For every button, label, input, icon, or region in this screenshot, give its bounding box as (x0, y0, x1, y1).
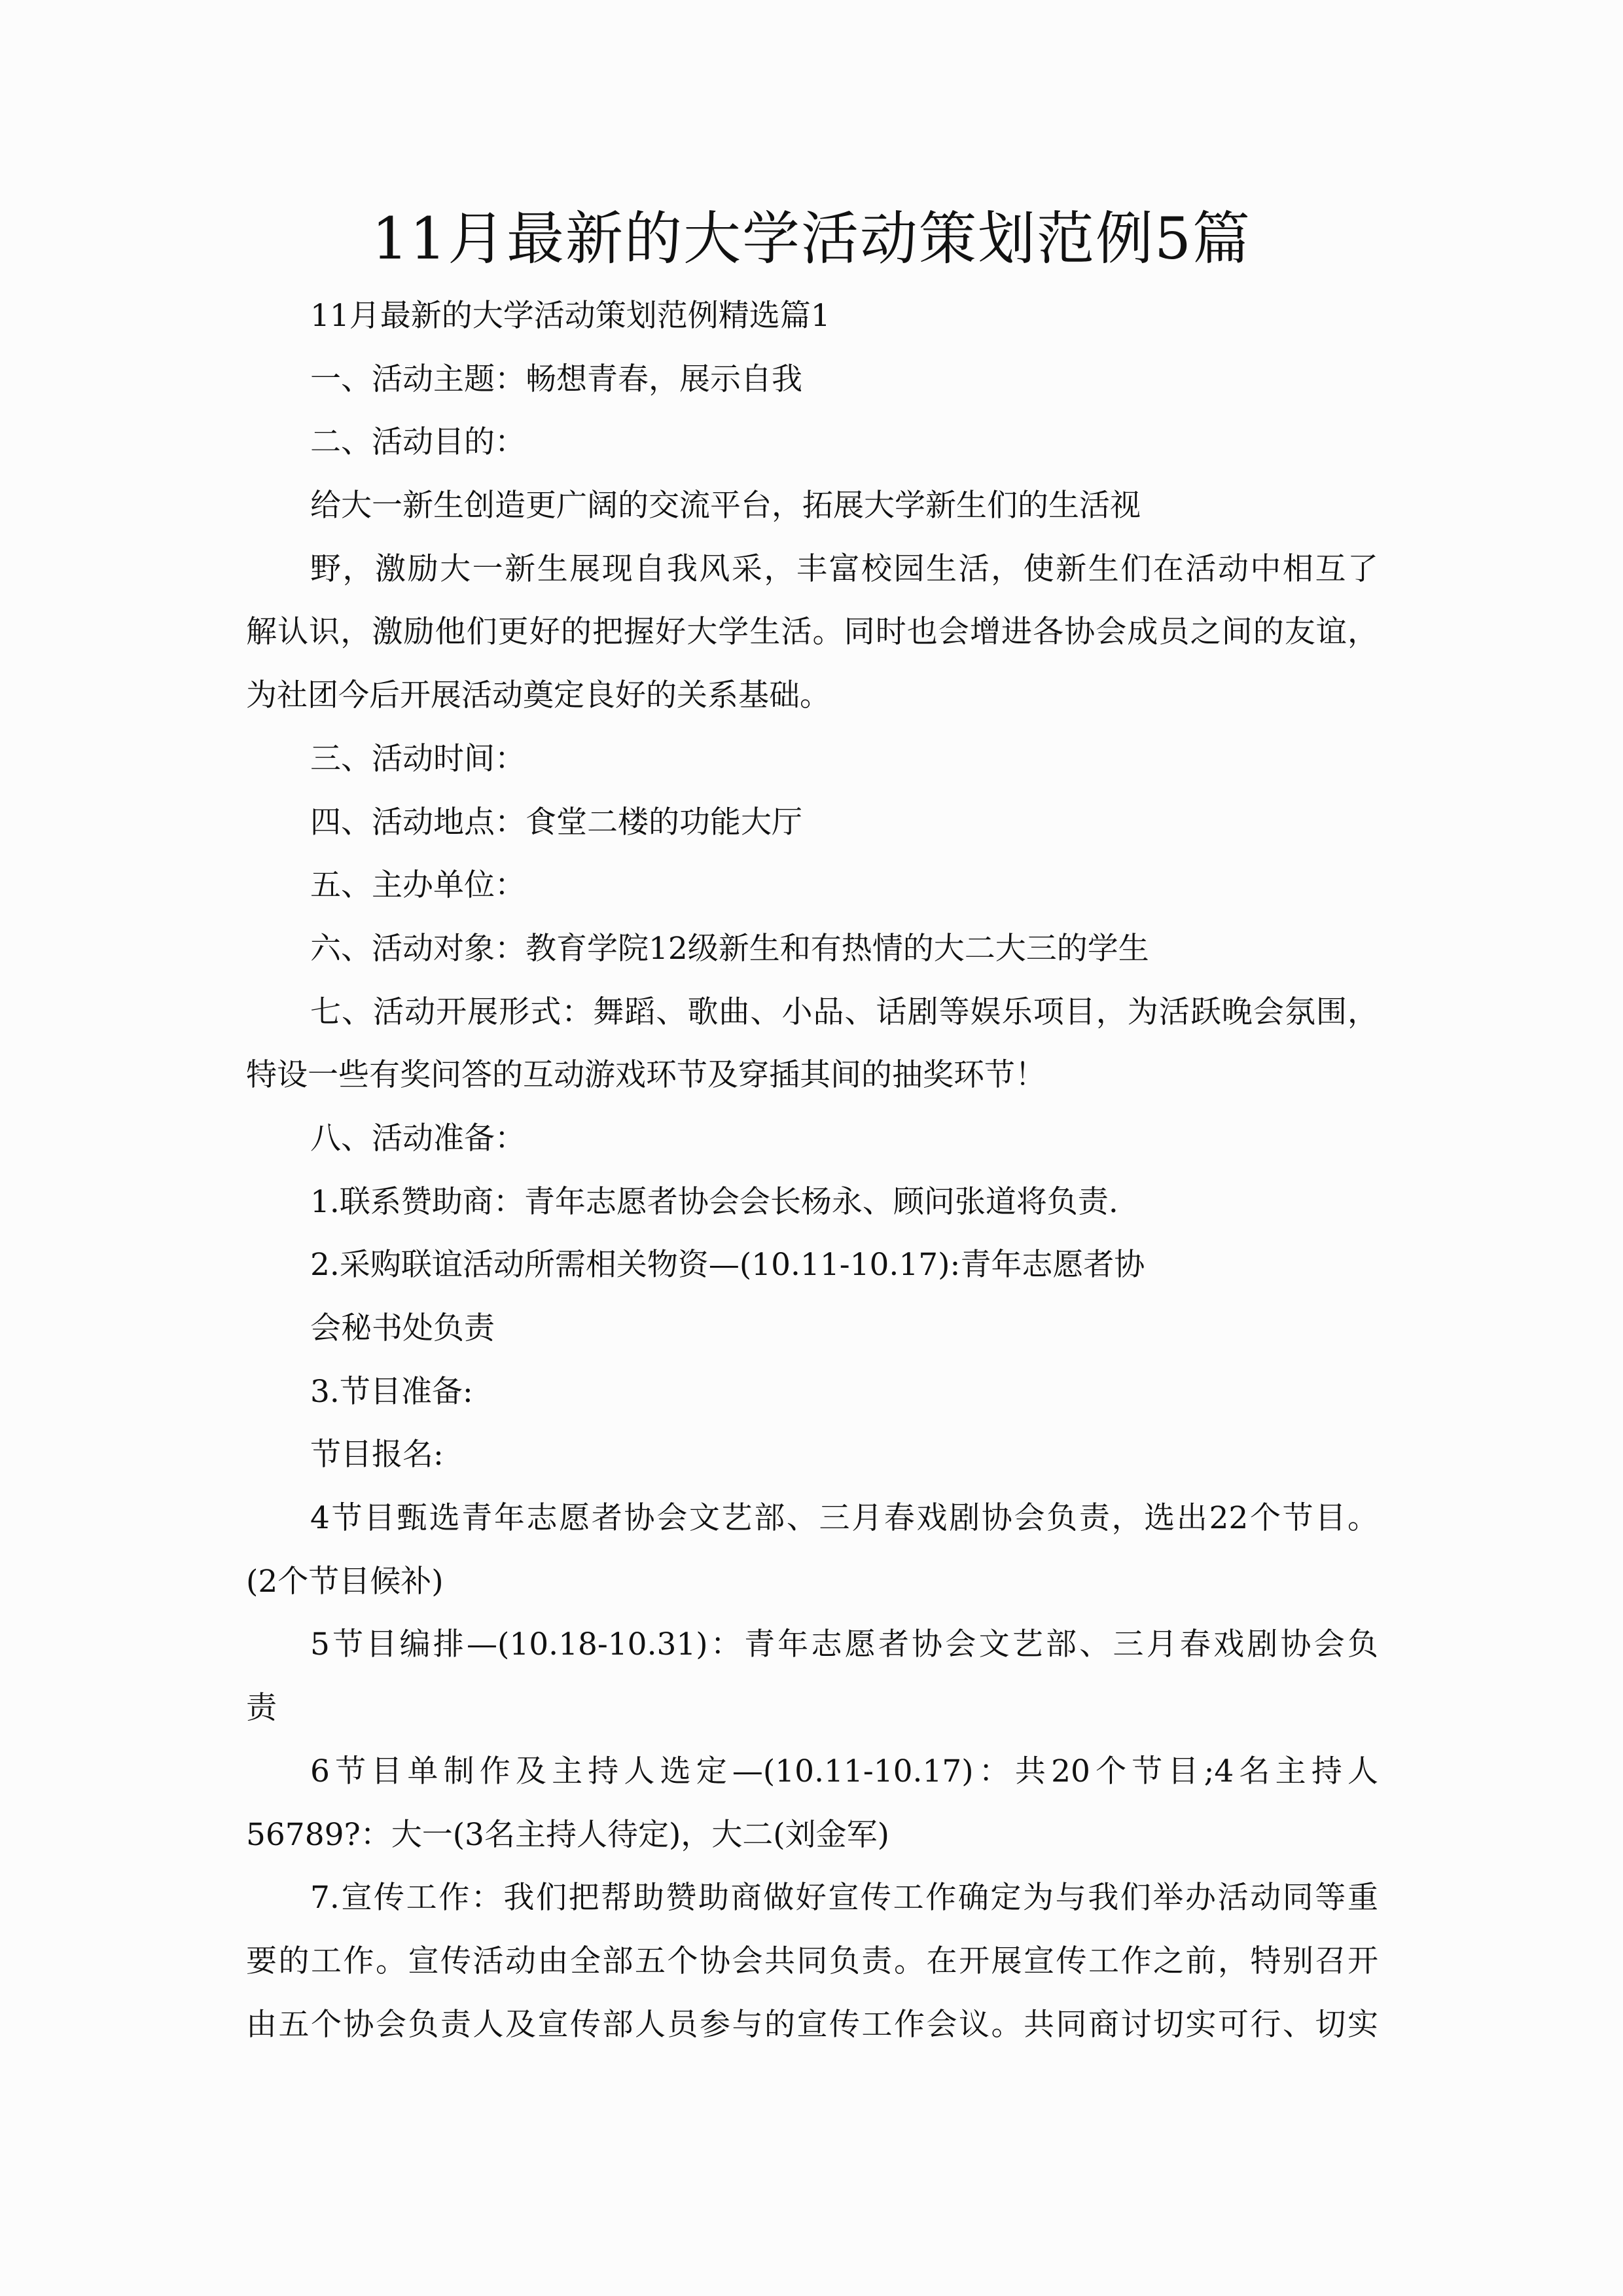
prep-step-purchase: 2.采购联谊活动所需相关物资—(10.11-10.17):青年志愿者协 (310, 1247, 1145, 1283)
item-activity-audience: 六、活动对象：教育学院12级新生和有热情的大二大三的学生 (310, 930, 1149, 967)
paragraph-line: 给大一新生创造更广阔的交流平台，拓展大学新生们的生活视 (310, 488, 1141, 524)
prep-step-arrangement: 5节目编排—(10.18-10.31)：青年志愿者协会文艺部、三月春戏剧协会负 (310, 1626, 1378, 1663)
paragraph-line: (2个节目候补) (246, 1563, 444, 1600)
program-signup: 节目报名: (310, 1437, 444, 1473)
prep-step-host-selection: 6节目单制作及主持人选定—(10.11-10.17)：共20个节目;4名主持人 (310, 1753, 1378, 1789)
item-activity-preparation: 八、活动准备： (310, 1120, 526, 1157)
paragraph-line: 为社团今后开展活动奠定良好的关系基础。 (246, 677, 830, 714)
document-title: 11月最新的大学活动策划范例5篇 (372, 205, 1251, 272)
document-body (246, 285, 1378, 2056)
prep-step-selection: 4节目甄选青年志愿者协会文艺部、三月春戏剧协会负责，选出22个节目。 (310, 1500, 1378, 1537)
section-heading-article-1: 11月最新的大学活动策划范例精选篇1 (310, 298, 830, 334)
prep-step-program: 3.节目准备: (310, 1373, 473, 1410)
paragraph-line: 解认识，激励他们更好的把握好大学生活。同时也会增进各协会成员之间的友谊， (246, 614, 1378, 651)
paragraph-line: 要的工作。宣传活动由全部五个协会共同负责。在开展宣传工作之前，特别召开 (246, 1943, 1378, 1979)
paragraph-line: 由五个协会负责人及宣传部人员参与的宣传工作会议。共同商讨切实可行、切实 (246, 2006, 1378, 2043)
item-activity-location: 四、活动地点：食堂二楼的功能大厅 (310, 804, 802, 840)
prep-step-sponsor: 1.联系赞助商：青年志愿者协会会长杨永、顾问张道将负责. (310, 1183, 1118, 1220)
paragraph-line: 56789?：大一(3名主持人待定)，大二(刘金军) (246, 1816, 889, 1853)
prep-step-publicity: 7.宣传工作：我们把帮助赞助商做好宣传工作确定为与我们举办活动同等重 (310, 1880, 1378, 1916)
item-activity-purpose: 二、活动目的： (310, 424, 526, 461)
item-activity-time: 三、活动时间： (310, 740, 526, 777)
item-activity-format: 七、活动开展形式：舞蹈、歌曲、小品、话剧等娱乐项目，为活跃晚会氛围， (310, 994, 1378, 1030)
paragraph-line: 责 (246, 1690, 277, 1727)
paragraph-line: 会秘书处负责 (310, 1310, 495, 1346)
item-activity-theme: 一、活动主题：畅想青春，展示自我 (310, 361, 802, 397)
item-organizer: 五、主办单位： (310, 867, 526, 904)
paragraph-line: 野，激励大一新生展现自我风采，丰富校园生活，使新生们在活动中相互了 (310, 550, 1378, 587)
paragraph-line: 特设一些有奖问答的互动游戏环节及穿插其间的抽奖环节！ (246, 1057, 1046, 1094)
